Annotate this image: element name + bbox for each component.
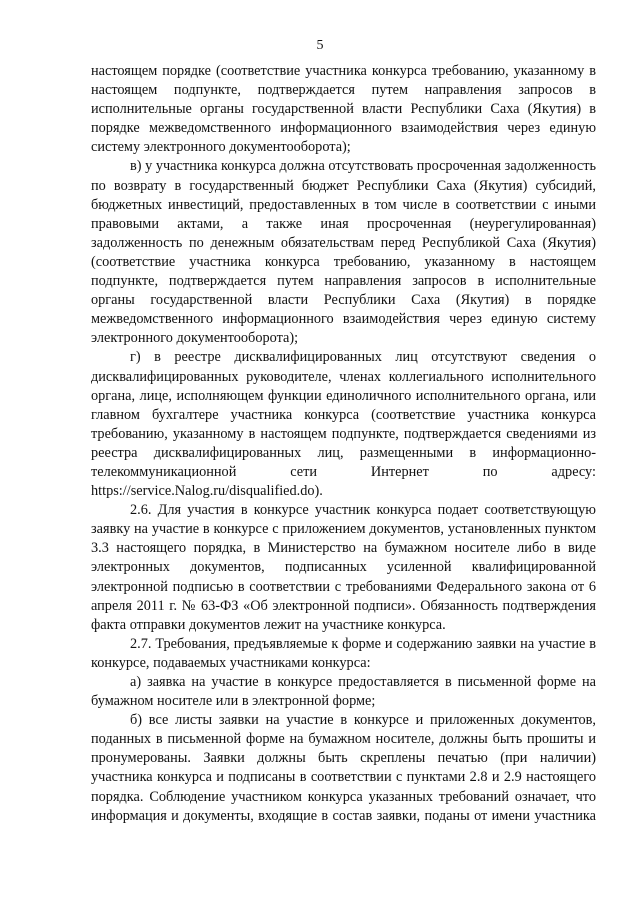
paragraph-item-b: б) все листы заявки на участие в конкурсе и приложенных документов, поданных в письменной форме на бумажном носителе, должны быть прошиты и пронумерованы. Заявки должны быть скреплены печатью (при наличии) участника конкурса и подписаны в соответствии с пунктами 2.8 и 2.9 настоящего порядка. Соблюдение участником конкурса указанных требований означает, что информация и документы, входящие в состав заявки, поданы от имени участника [91,712,596,824]
document-body [91,62,596,826]
paragraph-item-v: в) у участника конкурса должна отсутствовать просроченная задолженность по возврату в государственный бюджет Республики Саха (Якутия) субсидий, бюджетных инвестиций, предоставленных в том числе в соответствии с иными правовыми актами, а также иная просроченная (неурегулированная) задолженность по денежным обязательствам перед Республикой Саха (Якутия) (соответствие участника конкурса требованию, указанному в настоящем подпункте, подтверждается путем направления запросов в исполнительные органы государственной власти Республики Саха (Якутия) в порядке межведомственного информационного взаимодействия через единую систему электронного документооборота); [91,158,596,347]
page-number: 5 [316,38,324,53]
paragraph-2-6: 2.6. Для участия в конкурсе участник конкурса подает соответствующую заявку на участие в конкурсе с приложением документов, установленных пунктом 3.3 настоящего порядка, в Министерство на бумажном носителе либо в виде электронных документов, подписанных усиленной квалифицированной электронной подписью в соответствии с требованиями Федерального закона от 6 апреля 2011 г. № 63-ФЗ «Об электронной подписи». Обязанность подтверждения факта отправки документов лежит на участнике конкурса. [91,502,596,633]
paragraph-item-a: а) заявка на участие в конкурсе предоставляется в письменной форме на бумажном носителе или в электронной форме; [91,674,596,710]
paragraph-continuation: настоящем порядке (соответствие участника конкурса требованию, указанному в настоящем подпункте, подтверждается путем направления запросов в исполнительные органы государственной власти Республики Саха (Якутия) в порядке межведомственного информационного взаимодействия через единую систему электронного документооборота); [91,63,596,156]
paragraph-item-g: г) в реестре дисквалифицированных лиц отсутствуют сведения о дисквалифицированных руководителе, членах коллегиального исполнительного органа, лице, исполняющем функции единоличного исполнительного органа, или главном бухгалтере участника конкурса (соответствие участника конкурса требованию, указанному в настоящем подпункте, подтверждается сведениями из реестра дисквалифицированных лиц, размещенными в информационно-телекоммуникационной сети Интернет по адресу: https://service.Nalog.ru/disqualified.do). [91,349,596,500]
paragraph-2-7: 2.7. Требования, предъявляемые к форме и содержанию заявки на участие в конкурсе, подаваемых участниками конкурса: [91,635,596,671]
